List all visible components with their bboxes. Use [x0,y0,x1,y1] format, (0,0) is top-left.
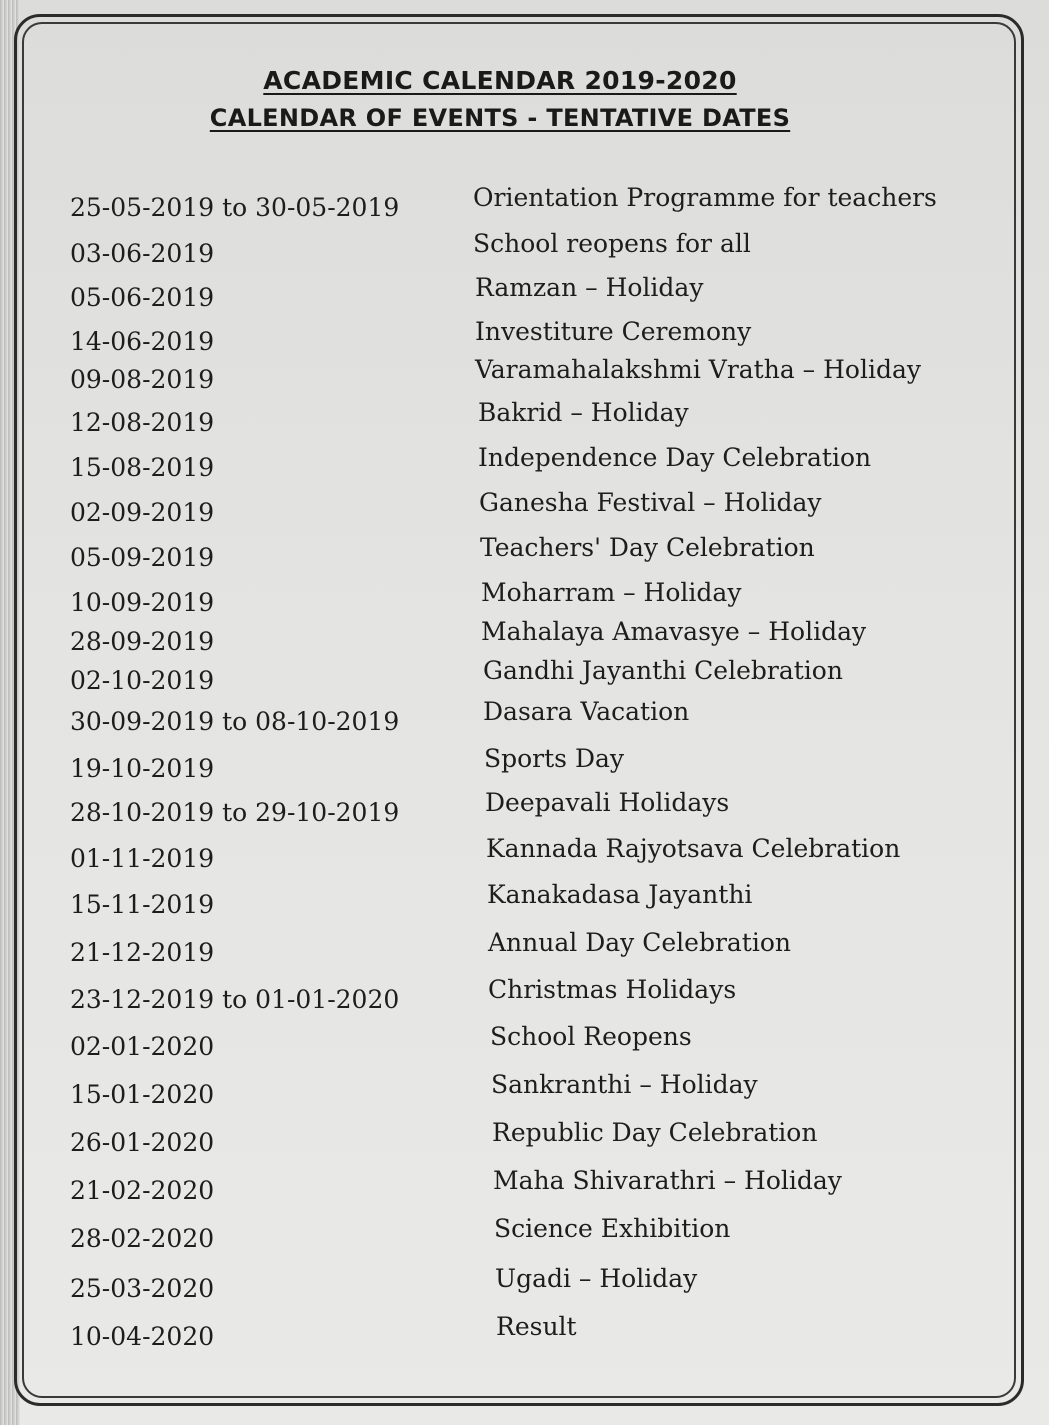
calendar-title: ACADEMIC CALENDAR 2019-2020 [263,66,737,95]
event-row [70,928,970,967]
event-date: 28-10-2019 to 29-10-2019 [70,798,400,827]
event-date: 12-08-2019 [70,408,215,437]
event-name: Bakrid – Holiday [478,398,689,427]
event-name: Result [496,1312,577,1341]
event-row [70,1118,970,1157]
event-row [70,1264,970,1303]
event-name: Independence Day Celebration [478,443,872,472]
event-name: Varamahalakshmi Vratha – Holiday [475,355,921,384]
event-name: Ganesha Festival – Holiday [479,488,822,517]
event-date: 15-01-2020 [70,1080,215,1109]
event-row [70,975,970,1014]
event-name: Orientation Programme for teachers [473,183,937,212]
event-row [70,697,970,736]
event-row [70,183,970,222]
event-name: Dasara Vacation [483,697,690,726]
event-date: 28-02-2020 [70,1224,215,1253]
event-name: Deepavali Holidays [485,788,730,817]
event-row [70,1022,970,1061]
event-date: 25-05-2019 to 30-05-2019 [70,193,400,222]
event-date: 01-11-2019 [70,844,215,873]
event-name: Christmas Holidays [488,975,737,1004]
event-name: Sports Day [484,744,625,773]
event-name: Kanakadasa Jayanthi [487,880,753,909]
event-date: 05-09-2019 [70,543,215,572]
event-name: Teachers' Day Celebration [480,533,815,562]
event-name: Ramzan – Holiday [475,273,704,302]
event-date: 02-10-2019 [70,666,215,695]
event-name: Republic Day Celebration [492,1118,818,1147]
event-row [70,1214,970,1253]
event-name: Ugadi – Holiday [495,1264,698,1293]
event-name: Maha Shivarathri – Holiday [493,1166,842,1195]
event-date: 09-08-2019 [70,365,215,394]
event-row [70,1166,970,1205]
calendar-subtitle: CALENDAR OF EVENTS - TENTATIVE DATES [209,104,791,132]
event-row [70,656,970,695]
event-date: 03-06-2019 [70,239,215,268]
event-row [70,617,970,656]
event-row [70,1070,970,1109]
event-date: 05-06-2019 [70,283,215,312]
event-name: Annual Day Celebration [488,928,791,957]
event-date: 23-12-2019 to 01-01-2020 [70,985,400,1014]
event-date: 15-11-2019 [70,890,215,919]
event-date: 26-01-2020 [70,1128,215,1157]
event-row [70,533,970,572]
event-row [70,578,970,617]
event-date: 25-03-2020 [70,1274,215,1303]
event-date: 28-09-2019 [70,627,215,656]
event-name: Gandhi Jayanthi Celebration [483,656,843,685]
event-name: Sankranthi – Holiday [491,1070,758,1099]
event-date: 14-06-2019 [70,327,215,356]
event-date: 02-09-2019 [70,498,215,527]
event-date: 19-10-2019 [70,754,215,783]
event-name: Mahalaya Amavasye – Holiday [481,617,867,646]
event-row [70,488,970,527]
event-date: 15-08-2019 [70,453,215,482]
event-row [70,744,970,783]
event-row [70,273,970,312]
event-row [70,1312,970,1351]
event-date: 21-02-2020 [70,1176,215,1205]
event-date: 30-09-2019 to 08-10-2019 [70,707,400,736]
event-name: Kannada Rajyotsava Celebration [486,834,901,863]
event-row [70,398,970,437]
event-row [70,443,970,482]
event-row [70,880,970,919]
event-row [70,788,970,827]
event-name: School reopens for all [473,229,751,258]
event-name: Science Exhibition [494,1214,731,1243]
event-row [70,317,970,356]
event-name: Moharram – Holiday [481,578,742,607]
event-date: 02-01-2020 [70,1032,215,1061]
event-date: 10-04-2020 [70,1322,215,1351]
event-row [70,834,970,873]
event-row [70,229,970,268]
event-name: Investiture Ceremony [475,317,752,346]
event-name: School Reopens [490,1022,692,1051]
event-row [70,355,970,394]
event-date: 10-09-2019 [70,588,215,617]
event-date: 21-12-2019 [70,938,215,967]
